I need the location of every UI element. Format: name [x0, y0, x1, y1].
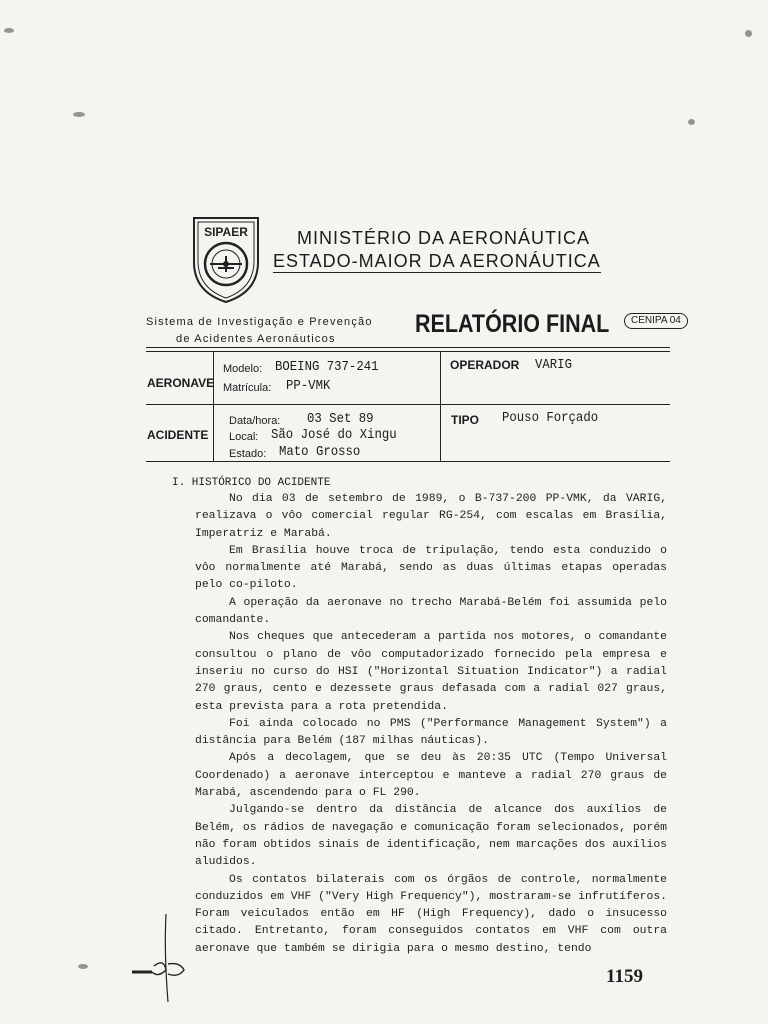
operador-value: VARIG: [535, 357, 572, 373]
paragraph: No dia 03 de setembro de 1989, o B-737-200 PP-VMK, da VARIG, realizava o vôo comercial regular RG-254, com escalas em Brasília, Imperatriz e Marabá.: [195, 493, 667, 540]
matricula-value: PP-VMK: [286, 378, 331, 394]
table-divider-right: [440, 351, 441, 461]
table-top-rule: [146, 347, 670, 348]
system-name-line-1: Sistema de Investigação e Prevenção: [146, 316, 373, 328]
modelo-label: Modelo:: [223, 363, 263, 375]
table-mid-rule: [146, 404, 670, 405]
ministry-title: MINISTÉRIO DA AERONÁUTICA: [297, 228, 591, 248]
local-value: São José do Xingu: [271, 427, 397, 443]
sipaer-seal-icon: [190, 212, 262, 304]
acidente-label: ACIDENTE: [147, 428, 209, 442]
aeronave-label: AERONAVE: [147, 376, 215, 390]
table-bottom-rule: [146, 461, 670, 462]
tipo-label: TIPO: [451, 413, 480, 427]
scan-speck: [73, 112, 85, 117]
scan-speck: [688, 119, 695, 125]
paragraph: Em Brasília houve troca de tripulação, tendo esta conduzido o vôo normalmente até Marabá, sendo as duas últimas etapas operadas pelo co-piloto.: [195, 544, 667, 592]
svg-text:SIPAER: SIPAER: [204, 225, 248, 239]
scan-speck: [78, 964, 88, 969]
paragraph: Após a decolagem, que se deu às 20:35 UTC (Tempo Universal Coordenado) a aeronave interceptou e manteve a radial 270 graus de Marabá, ascendendo para o FL 290.: [195, 752, 667, 800]
section-title: I. HISTÓRICO DO ACIDENTE: [172, 477, 331, 489]
report-body: [195, 491, 667, 958]
table-top-rule-2: [146, 351, 670, 352]
paragraph: Nos cheques que antecederam a partida nos motores, o comandante consultou o plano de vôo computadorizado fornecido pela empresa e inseriu no curso do HSI ("Horizontal Situation Indicator") a radial 270 graus, cento e dezessete graus defasada com a radial 027 graus, esta prevista para a rota pretendida.: [195, 631, 667, 713]
operador-label: OPERADOR: [450, 358, 520, 372]
table-divider-left: [213, 351, 214, 461]
data-hora-label: Data/hora:: [229, 415, 281, 427]
estado-maior-title: ESTADO-MAIOR DA AERONÁUTICA: [273, 251, 601, 271]
scan-speck: [745, 30, 752, 37]
report-title: RELATÓRIO FINAL: [415, 310, 610, 338]
estado-value: Mato Grosso: [279, 444, 361, 460]
paragraph: Julgando-se dentro da distância de alcance dos auxílios de Belém, os rádios de navegação e comunicação foram selecionados, porém não foram obtidos sinais de identificação, nem marcações dos auxílios aludidos.: [195, 804, 667, 869]
paragraph: A operação da aeronave no trecho Marabá-Belém foi assumida pelo comandante.: [195, 596, 667, 627]
estado-label: Estado:: [229, 448, 267, 460]
tipo-value: Pouso Forçado: [502, 410, 599, 426]
paragraph: Os contatos bilaterais com os órgãos de controle, normalmente conduzidos em VHF ("Very High Frequency"), mostraram-se infrutíferos. Foram veiculados então em HF (High Frequency), dado o insucesso citado. Entretanto, foram conseguidos contatos em VHF com outra aeronave que também se dirigia para o mesmo destino, tendo: [195, 873, 667, 955]
system-name-line-2: de Acidentes Aeronáuticos: [176, 333, 336, 345]
paragraph: Foi ainda colocado no PMS ("Performance Management System") a distância para Belém (187 milhas náuticas).: [195, 717, 667, 748]
data-hora-value: 03 Set 89: [307, 411, 374, 427]
matricula-label: Matrícula:: [223, 382, 272, 394]
local-label: Local:: [229, 431, 259, 443]
report-code-badge: CENIPA 04: [624, 313, 688, 329]
handwritten-initials-icon: [128, 912, 192, 1008]
modelo-value: BOEING 737-241: [275, 359, 379, 375]
scan-speck: [4, 28, 14, 33]
page-number: 1159: [606, 966, 643, 987]
